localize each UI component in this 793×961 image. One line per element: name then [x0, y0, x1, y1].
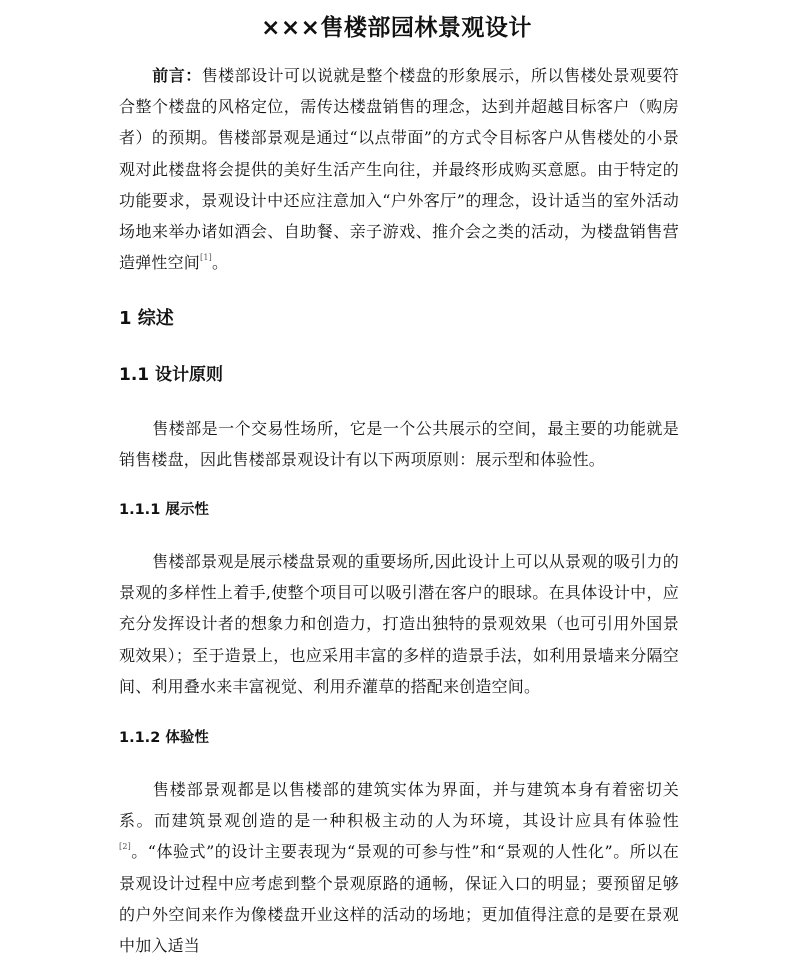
- citation-ref-1: [1]: [200, 253, 212, 263]
- document-title: ×××售楼部园林景观设计: [261, 15, 532, 41]
- section-1-1-2-text: 售楼部景观都是以售楼部的建筑实体为界面，并与建筑本身有着密切关系。而建筑景观创造的是一种积极主动的人为环境，其设计应具有体验性: [119, 780, 679, 831]
- section-1-1-text: 售楼部是一个交易性场所，它是一个公共展示的空间，最主要的功能就是销售楼盘，因此售楼部景观设计有以下两项原则：展示型和体验性。: [119, 419, 679, 470]
- citation-ref-2: [2]: [119, 842, 131, 852]
- section-1-1-1-paragraph: [119, 546, 679, 702]
- section-heading-1-1-1: 1.1.1 展示性: [119, 502, 209, 518]
- section-1-1-2-text-cont: 。“体验式”的设计主要表现为“景观的可参与性”和“景观的人性化”。所以在景观设计过程中应考虑到整个景观原路的通畅，保证入口的明显；要预留足够的户外空间来作为像楼盘开业这样的活动的场地；更加值得注意的是要在景观中加入适当: [119, 842, 679, 956]
- section-heading-1-1: 1.1 设计原则: [119, 365, 224, 385]
- preface-text-end: 。: [211, 253, 229, 273]
- preface-text: 售楼部设计可以说就是整个楼盘的形象展示，所以售楼处景观要符合整个楼盘的风格定位，需传达楼盘销售的理念，达到并超越目标客户（购房者）的预期。售楼部景观是通过“以点带面”的方式令目标客户从售楼处的小景观对此楼盘将会提供的美好生活产生向往，并最终形成购买意愿。由于特定的功能要求，景观设计中还应注意加入“户外客厅”的理念，设计适当的室外活动场地来举办诸如酒会、自助餐、亲子游戏、推介会之类的活动，为楼盘销售营造弹性空间: [119, 66, 679, 273]
- section-1-1-2-paragraph: [119, 774, 679, 961]
- section-1-1-1-text: 售楼部景观是展示楼盘景观的重要场所,因此设计上可以从景观的吸引力的景观的多样性上着手,使整个项目可以吸引潜在客户的眼球。在具体设计中，应充分发挥设计者的想象力和创造力，打造出独特的景观效果（也可引用外国景观效果）；至于造景上，也应采用丰富的多样的造景手法，如利用景墙来分隔空间、利用叠水来丰富视觉、利用乔灌草的搭配来创造空间。: [119, 552, 679, 696]
- preface-label: 前言：: [152, 66, 202, 85]
- preface-paragraph: [119, 60, 679, 278]
- section-heading-1-1-2: 1.1.2 体验性: [119, 730, 209, 746]
- section-heading-1: 1 综述: [119, 308, 174, 329]
- section-1-1-paragraph: [119, 413, 679, 475]
